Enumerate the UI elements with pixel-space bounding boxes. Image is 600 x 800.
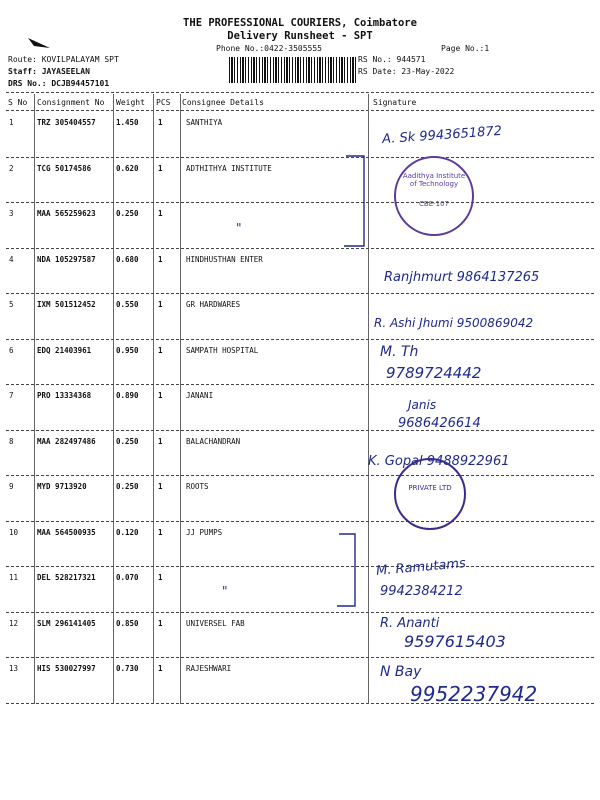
signature-row-7-name: Janis [408, 398, 437, 412]
cell-sno: 8 [9, 436, 14, 446]
row-separator [6, 657, 594, 658]
signature-row-6-name: M. Th [380, 344, 419, 360]
cell-consignment: MAA 565259623 [37, 209, 96, 218]
staff-name: Staff: JAYASEELAN [8, 67, 90, 76]
signature-row-7-phone: 9686426614 [398, 416, 481, 431]
row-separator [6, 384, 594, 385]
rubber-stamp: PRIVATE LTD [394, 458, 466, 530]
row-separator [6, 566, 594, 567]
row-separator [6, 475, 594, 476]
cell-weight: 0.730 [116, 664, 139, 673]
column-divider [153, 94, 154, 704]
column-divider [113, 94, 114, 704]
col-header-weight: Weight [116, 98, 145, 107]
cell-sno: 9 [9, 482, 14, 491]
cell-weight: 0.070 [116, 573, 139, 582]
route: Route: KOVILPALAYAM SPT [8, 55, 119, 64]
row-separator [6, 430, 594, 431]
table-top-rule [6, 92, 594, 93]
cell-sno: 11 [9, 573, 19, 582]
company-name: THE PROFESSIONAL COURIERS, Coimbatore [183, 17, 417, 29]
table-header-rule [6, 110, 594, 111]
cell-consignee: BALACHANDRAN [186, 436, 241, 446]
col-header-signature: Signature [373, 98, 417, 107]
cell-consignment: TRZ 305404557 [37, 118, 96, 127]
cell-consignment: PRO 13334368 [37, 391, 92, 400]
cell-pcs: 1 [158, 209, 163, 218]
column-divider [180, 94, 181, 704]
col-header-consignee: Consignee Details [182, 98, 264, 107]
cell-sno: 5 [9, 300, 14, 309]
cell-consignee: JANANI [186, 391, 214, 400]
cell-consignee: ADTHITHYA INSTITUTE [186, 163, 272, 173]
cell-consignment: IXM 501512452 [37, 300, 96, 309]
cell-sno: 6 [9, 345, 14, 355]
cell-consignee: JJ PUMPS [186, 527, 223, 537]
cell-consignment: MYD 9713920 [37, 482, 87, 491]
cell-sno: 13 [9, 664, 19, 673]
cell-consignee: HINDHUSTHAN ENTER [186, 254, 263, 264]
cell-pcs: 1 [158, 527, 163, 537]
cell-consignee: UNIVERSEL FAB [186, 618, 245, 628]
cell-weight: 0.550 [116, 300, 139, 309]
cell-sno: 4 [9, 254, 14, 264]
cell-weight: 0.620 [116, 163, 139, 173]
cell-pcs: 1 [158, 254, 163, 264]
cell-weight: 0.250 [116, 482, 139, 491]
drs-number: DRS No.: DCJB94457101 [8, 79, 110, 88]
cell-pcs: 1 [158, 618, 163, 628]
rs-date: RS Date: 23-May-2022 [358, 67, 455, 76]
cell-sno: 1 [9, 118, 14, 127]
cell-sno: 3 [9, 209, 14, 218]
cell-pcs: 1 [158, 573, 163, 582]
cell-consignment: EDQ 21403961 [37, 345, 92, 355]
cell-weight: 0.120 [116, 527, 139, 537]
cell-sno: 2 [9, 163, 14, 173]
cell-consignment: SLM 296141405 [37, 618, 96, 628]
phone-number: Phone No.:0422-3505555 [216, 44, 322, 53]
cell-sno: 7 [9, 391, 14, 400]
column-divider [34, 94, 35, 704]
cell-pcs: 1 [158, 391, 163, 400]
cell-consignee: SANTHIYA [186, 118, 223, 127]
cell-weight: 0.250 [116, 436, 139, 446]
cell-consignee: GR HARDWARES [186, 300, 241, 309]
cell-consignment: MAA 564500935 [37, 527, 96, 537]
cell-pcs: 1 [158, 163, 163, 173]
cell-pcs: 1 [158, 118, 163, 127]
bracket-rows-10-11 [333, 530, 363, 612]
cell-pcs: 1 [158, 300, 163, 309]
row-separator [6, 339, 594, 340]
signature-row-10: M. Ramutams [375, 556, 467, 579]
cell-weight: 0.850 [116, 618, 139, 628]
cell-pcs: 1 [158, 664, 163, 673]
page-number: Page No.:1 [441, 44, 490, 53]
ditto-mark: " [236, 221, 242, 235]
cell-consignment: TCG 50174586 [37, 163, 92, 173]
row-separator [6, 248, 594, 249]
cell-consignment: HIS 530027997 [37, 664, 96, 673]
barcode [229, 57, 357, 83]
cell-consignment: MAA 282497486 [37, 436, 96, 446]
signature-row-13-name: N Bay [380, 664, 422, 680]
signature-row-12-name: R. Ananti [380, 616, 440, 631]
cell-consignee: ROOTS [186, 482, 209, 491]
cell-weight: 0.680 [116, 254, 139, 264]
signature-row-1: A. Sk 9943651872 [381, 123, 503, 148]
cell-sno: 10 [9, 527, 19, 537]
row-separator [6, 157, 594, 158]
ditto-mark: " [222, 584, 228, 598]
cell-consignment: DEL 528217321 [37, 573, 96, 582]
col-header-sno: S No [8, 98, 28, 107]
bracket-rows-2-3 [340, 152, 370, 252]
cell-consignee: SAMPATH HOSPITAL [186, 345, 259, 355]
rs-number: RS No.: 944571 [358, 55, 426, 64]
signature-row-6-phone: 9789724442 [386, 364, 482, 382]
col-header-consignment: Consignment No [37, 98, 105, 107]
cell-pcs: 1 [158, 482, 163, 491]
signature-row-4: Ranjhmurt 9864137265 [384, 270, 540, 285]
cell-weight: 0.890 [116, 391, 139, 400]
cell-consignment: NDA 105297587 [37, 254, 96, 264]
cell-pcs: 1 [158, 345, 163, 355]
signature-row-13-phone: 9952237942 [410, 682, 538, 706]
signature-row-11: 9942384212 [380, 584, 463, 599]
company-stamp: Aadithya Institute of Technology CBE-107 [394, 156, 474, 236]
cell-sno: 12 [9, 618, 19, 628]
row-separator [6, 521, 594, 522]
cell-weight: 0.250 [116, 209, 139, 218]
signature-row-5: R. Ashi Jhumi 9500869042 [374, 316, 534, 330]
cell-weight: 1.450 [116, 118, 139, 127]
col-header-pcs: PCS [156, 98, 171, 107]
cell-pcs: 1 [158, 436, 163, 446]
row-separator [6, 612, 594, 613]
signature-row-8: K. Gopal 9488922961 [368, 454, 510, 469]
row-separator [6, 293, 594, 294]
cell-consignee: RAJESHWARI [186, 664, 232, 673]
cell-weight: 0.950 [116, 345, 139, 355]
signature-row-12-phone: 9597615403 [404, 632, 506, 651]
row-separator [6, 202, 594, 203]
document-title: Delivery Runsheet - SPT [227, 30, 373, 42]
